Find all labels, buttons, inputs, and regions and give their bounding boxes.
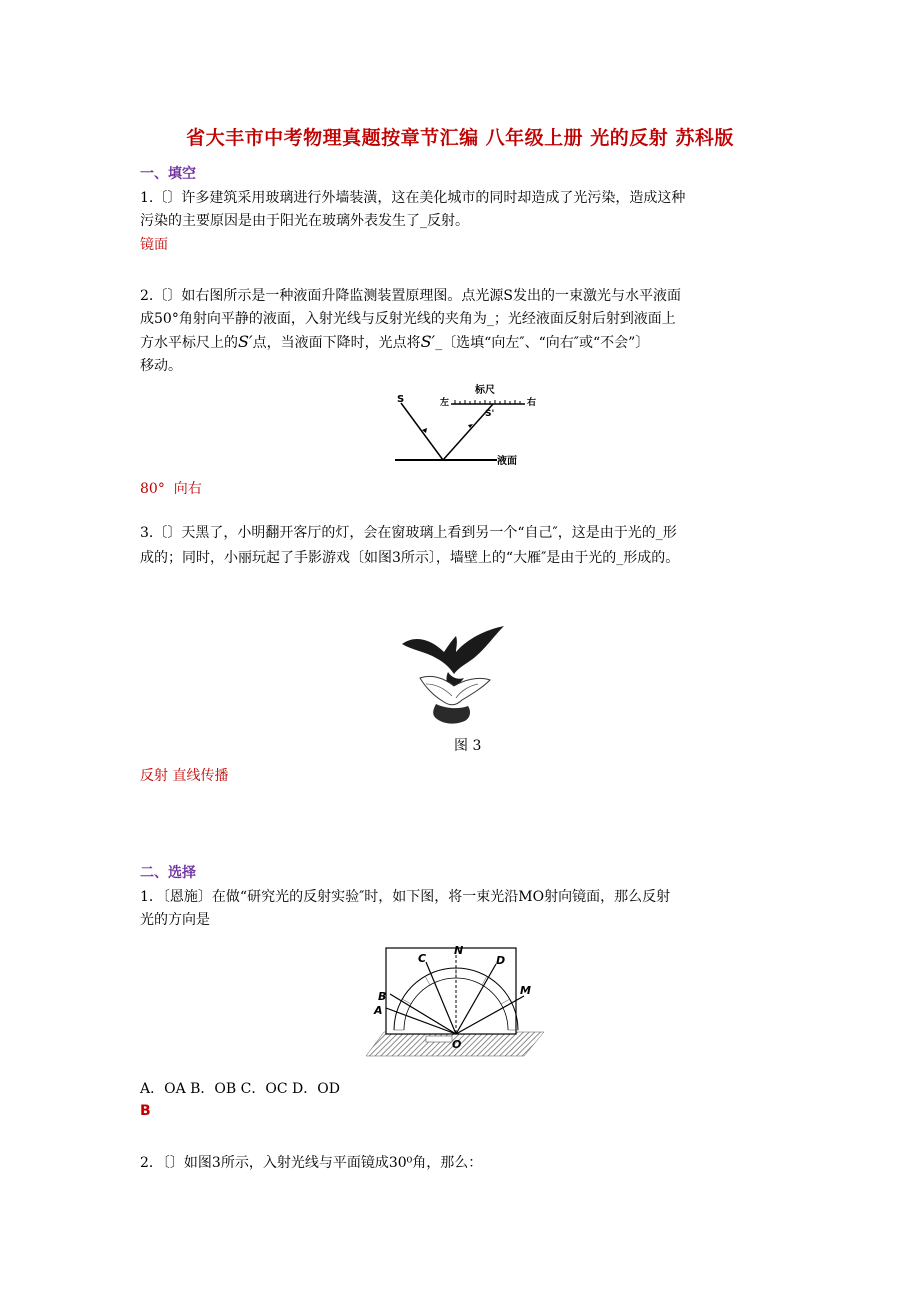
liquid-level-diagram: [385, 378, 535, 468]
bird-shadow: [402, 626, 504, 674]
question-2-line-1: 2.〔〕如右图所示是一种液面升降监测装置原理图。点光源S发出的一束激光与水平液面: [140, 288, 681, 304]
hand-shadow-figure: [398, 622, 506, 730]
incident-ray: [401, 403, 443, 460]
s-prime-symbol-2: S′: [420, 332, 436, 351]
label-right: 右: [527, 398, 537, 408]
label-c: C: [418, 952, 427, 965]
label-liquid: 液面: [497, 456, 517, 467]
section-heading-fill-in: 一、填空: [140, 166, 196, 182]
question-1-line-2: 污染的主要原因是由于阳光在玻璃外表发生了_反射。: [140, 213, 469, 229]
label-d: D: [496, 954, 506, 967]
question-3-line-2: 成的；同时，小丽玩起了手影游戏〔如图3所示〕，墙壁上的“大雁″是由于光的_形成的。: [140, 550, 680, 566]
mirror: [426, 1036, 452, 1042]
question-3-line-1: 3.〔〕天黑了，小明翻开客厅的灯，会在窗玻璃上看到另一个“自己″，这是由于光的_形: [140, 525, 677, 541]
document-title: 省大丰市中考物理真题按章节汇编 八年级上册 光的反射 苏科版: [186, 127, 734, 149]
choice-question-2-line-1: 2．〔〕如图3所示，入射光线与平面镜成30⁰角，那么：: [140, 1155, 483, 1171]
question-1-answer: 镜面: [140, 237, 168, 253]
choice-question-1-line-1: 1．〔恩施〕在做“研究光的反射实验″时，如下图，将一束光沿MO射向镜面，那么反射: [140, 889, 671, 905]
label-s-prime: S': [485, 409, 495, 419]
label-m: M: [520, 984, 531, 997]
question-2-line-3-part-b: 点，当液面下降时，光点将: [252, 335, 421, 351]
choice-question-1-line-2: 光的方向是: [140, 912, 210, 928]
label-n: N: [454, 944, 464, 957]
choice-question-1-answer: B: [140, 1103, 151, 1119]
question-2-line-2: 成50°角射向平静的液面，入射光线与反射光线的夹角为_；光经液面反射后射到液面上: [140, 311, 676, 327]
label-left: 左: [440, 398, 450, 408]
choice-question-1-options: A．OA B．OB C．OC D．OD: [140, 1081, 340, 1097]
label-s: S: [397, 394, 405, 405]
question-2-answer: 80° 向右: [140, 481, 202, 497]
question-2-line-4: 移动。: [140, 358, 182, 374]
question-2-line-3-part-a: 方水平标尺上的: [140, 335, 238, 351]
question-3-answer: 反射 直线传播: [140, 768, 229, 784]
reflection-experiment-diagram: [364, 942, 558, 1060]
section-heading-choice: 二、选择: [140, 865, 196, 881]
figure-3-caption: 图 3: [454, 738, 482, 754]
question-1-line-1: 1.〔〕许多建筑采用玻璃进行外墙装潢，这在美化城市的同时却造成了光污染，造成这种: [140, 190, 686, 206]
question-2-line-3: [140, 331, 649, 354]
label-a: A: [374, 1004, 383, 1017]
s-prime-symbol: S′: [238, 332, 253, 351]
label-b: B: [378, 990, 387, 1003]
sleeve-cuffs: [433, 704, 470, 724]
label-ruler: 标尺: [475, 385, 495, 396]
label-o: O: [452, 1038, 462, 1051]
question-2-line-3-part-d: _〔选填“向左″、“向右″或“不会”〕: [435, 335, 650, 351]
